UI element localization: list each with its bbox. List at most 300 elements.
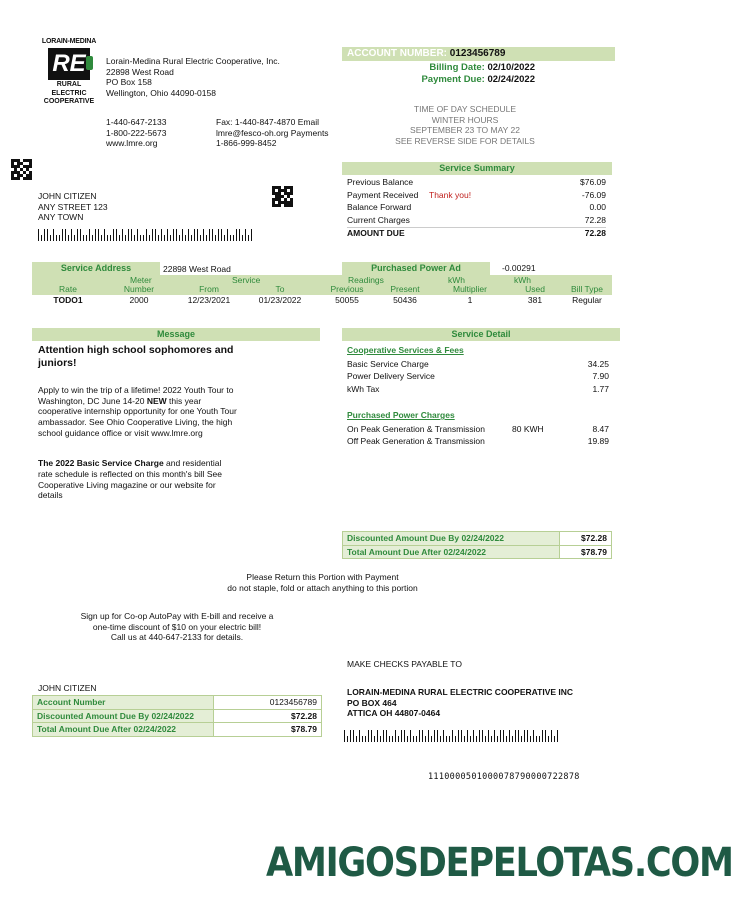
barcode-bar: [371, 730, 372, 742]
company-contacts: [216, 117, 329, 149]
summary-left: [347, 215, 429, 228]
barcode-bar: [464, 736, 465, 742]
meter-cell: 12/23/2021: [187, 295, 231, 305]
meter-col-header: Rate: [59, 284, 77, 294]
barcode-bar: [494, 730, 495, 742]
detail-qty: [512, 436, 572, 449]
detail-row: [347, 359, 609, 372]
meter-header-kwh2: kWh: [514, 275, 531, 285]
barcode-bar: [242, 235, 243, 241]
barcode-bar: [467, 730, 468, 742]
barcode-bar: [218, 229, 219, 241]
postal-barcode-top: [38, 229, 254, 241]
barcode-bar: [47, 229, 48, 241]
barcode-bar: [98, 229, 99, 241]
barcode-bar: [365, 736, 366, 742]
company-logo: [40, 38, 98, 104]
barcode-bar: [500, 730, 501, 742]
barcode-bar: [167, 229, 168, 241]
meter-cell: 1: [467, 295, 473, 305]
stub-account-value: 0123456789: [214, 696, 322, 710]
barcode-bar: [539, 736, 540, 742]
billing-date-row: [342, 62, 615, 74]
barcode-bar: [497, 736, 498, 742]
summary-value: 72.28: [584, 228, 606, 238]
barcode-bar: [119, 235, 120, 241]
return-instructions: [180, 572, 465, 593]
barcode-bar: [479, 730, 480, 742]
detail-qty: 80 KWH: [512, 423, 544, 434]
barcode-bar: [344, 730, 345, 742]
detail-row: [347, 424, 609, 437]
barcode-bar: [503, 730, 504, 742]
barcode-bar: [431, 736, 432, 742]
service-summary: [342, 162, 612, 240]
meter-col-header: Number: [123, 284, 155, 294]
meter-header-meter: Meter: [130, 275, 152, 285]
payable-line3: ATTICA OH 44807-0464: [347, 708, 441, 719]
payable-line2: PO BOX 464: [347, 697, 397, 708]
barcode-bar: [491, 736, 492, 742]
barcode-bar: [101, 235, 102, 241]
barcode-bar: [389, 736, 390, 742]
billing-date: 02/10/2022: [487, 62, 535, 73]
totals-discounted-row: [343, 532, 612, 546]
stub-after-label: Total Amount Due After 02/24/2022: [33, 723, 214, 737]
customer-town: ANY TOWN: [38, 212, 84, 223]
totals-discounted-value: $72.28: [560, 532, 612, 546]
barcode-bar: [542, 730, 543, 742]
meter-cell: 50436: [393, 295, 417, 305]
barcode-bar: [53, 229, 54, 241]
barcode-bar: [161, 229, 162, 241]
summary-row: [347, 202, 606, 215]
barcode-bar: [251, 229, 252, 241]
barcode-bar: [386, 730, 387, 742]
barcode-bar: [155, 229, 156, 241]
meter-col-header: Present: [390, 284, 420, 294]
barcode-bar: [128, 229, 129, 241]
barcode-bar: [140, 235, 141, 241]
barcode-bar: [395, 730, 396, 742]
detail-items-coop: [347, 359, 609, 397]
autopay-line3: Call us at 440-647-2133 for details.: [110, 632, 244, 643]
barcode-bar: [188, 229, 189, 241]
meter-data-row: [32, 295, 612, 306]
detail-value: 8.47: [592, 423, 609, 434]
barcode-bar: [524, 730, 525, 742]
barcode-bar: [554, 736, 555, 742]
barcode-bar: [521, 736, 522, 742]
detail-value: 7.90: [592, 371, 609, 382]
meter-header-kwh: kWh: [448, 275, 465, 285]
barcode-bar: [224, 235, 225, 241]
barcode-bar: [143, 235, 144, 241]
payment-due-label: Payment Due:: [421, 73, 485, 85]
message-para1-new: NEW: [146, 395, 167, 406]
detail-value: 1.77: [592, 383, 609, 394]
detail-label: Power Delivery Service: [347, 371, 435, 382]
stub-account-row: [33, 696, 322, 710]
barcode-bar: [368, 730, 369, 742]
barcode-bar: [44, 229, 45, 241]
barcode-bar: [89, 229, 90, 241]
barcode-bar: [248, 235, 249, 241]
barcode-bar: [536, 736, 537, 742]
barcode-bar: [437, 730, 438, 742]
ppa-label: Purchased Power Ad: [342, 262, 490, 275]
barcode-bar: [245, 229, 246, 241]
barcode-bar: [170, 235, 171, 241]
detail-label: Off Peak Generation & Transmission: [347, 436, 485, 447]
payment-due-row: [342, 74, 615, 86]
watermark: AMIGOSDEPELOTAS.COM: [266, 840, 733, 886]
totals-discounted-label: Discounted Amount Due By 02/24/2022: [343, 532, 560, 546]
meter-table: [32, 275, 612, 306]
meter-column-headers: [32, 284, 612, 295]
company-phones: [106, 117, 167, 149]
barcode-bar: [173, 229, 174, 241]
barcode-bar: [410, 730, 411, 742]
summary-label: Current Charges: [347, 214, 410, 225]
meter-col-header: Previous: [330, 284, 364, 294]
barcode-bar: [446, 736, 447, 742]
barcode-bar: [107, 235, 108, 241]
ppa-value: -0.00291: [502, 263, 536, 273]
barcode-bar: [191, 235, 192, 241]
payable-line1: LORAIN-MEDINA RURAL ELECTRIC COOPERATIVE INC: [347, 687, 574, 697]
summary-value: 72.28: [584, 214, 606, 225]
barcode-bar: [545, 730, 546, 742]
barcode-bar: [110, 235, 111, 241]
payable-address: [347, 687, 573, 719]
stub-discounted-label: Discounted Amount Due By 02/24/2022: [33, 709, 214, 723]
barcode-bar: [176, 229, 177, 241]
barcode-bar: [197, 229, 198, 241]
barcode-bar: [71, 229, 72, 241]
barcode-bar: [443, 730, 444, 742]
logo-text-bottom2: COOPERATIVE: [43, 98, 95, 106]
barcode-bar: [116, 229, 117, 241]
schedule-line2: WINTER HOURS: [431, 114, 499, 125]
autopay-promo: [60, 611, 294, 643]
barcode-bar: [413, 736, 414, 742]
barcode-bar: [518, 730, 519, 742]
account-number-bar: [342, 47, 615, 61]
detail-label: kWh Tax: [347, 383, 380, 394]
detail-section-coop: Cooperative Services & Fees: [347, 345, 464, 355]
message-para2-bold: The 2022 Basic Service Charge: [38, 458, 164, 469]
barcode-bar: [185, 235, 186, 241]
barcode-bar: [65, 229, 66, 241]
detail-row: [347, 384, 609, 397]
summary-left: [347, 202, 429, 215]
barcode-bar: [512, 736, 513, 742]
schedule-line3: SEPTEMBER 23 TO MAY 22: [410, 125, 520, 136]
barcode-bar: [557, 730, 558, 742]
stub-account-label: Account Number: [33, 696, 214, 710]
detail-label: Basic Service Charge: [347, 358, 429, 369]
detail-row: [347, 436, 609, 449]
message-body: [38, 344, 238, 501]
return-line2: do not staple, fold or attach anything to this portion: [227, 582, 418, 593]
barcode-bar: [461, 730, 462, 742]
service-detail: [347, 345, 609, 449]
detail-qty: [512, 384, 572, 397]
barcode-bar: [131, 229, 132, 241]
company-name: Lorain-Medina Rural Electric Cooperative, Inc.: [106, 56, 280, 66]
summary-row: [347, 215, 606, 228]
service-detail-title: Service Detail: [342, 328, 620, 341]
summary-note: Thank you!: [429, 189, 472, 200]
detail-qty: [512, 359, 572, 372]
meter-table-header: [32, 275, 612, 295]
barcode-bar: [398, 736, 399, 742]
company-address3: Wellington, Ohio 44090-0158: [106, 87, 216, 98]
barcode-bar: [548, 736, 549, 742]
barcode-bar: [239, 229, 240, 241]
detail-section-power: Purchased Power Charges: [347, 410, 455, 421]
message-heading: Attention high school sophomores and juniors!: [38, 344, 234, 369]
barcode-bar: [50, 235, 51, 241]
barcode-bar: [152, 229, 153, 241]
barcode-bar: [350, 730, 351, 742]
barcode-bar: [551, 730, 552, 742]
barcode-bar: [380, 736, 381, 742]
logo-text-top: LORAIN-MEDINA: [41, 38, 97, 45]
summary-row: [347, 177, 606, 190]
message-title: Message: [32, 328, 320, 341]
barcode-bar: [428, 730, 429, 742]
postal-barcode-bottom: [344, 730, 560, 742]
payment-stub: [32, 695, 322, 737]
barcode-bar: [230, 235, 231, 241]
schedule-line4: SEE REVERSE SIDE FOR DETAILS: [395, 135, 535, 146]
message-para1-a: Apply to win the trip of a lifetime! 2022 Youth Tour to Washington, DC June 14-20: [38, 385, 234, 406]
barcode-bar: [203, 229, 204, 241]
autopay-line2: one-time discount of $10 on your electric bill!: [92, 621, 262, 632]
barcode-bar: [485, 736, 486, 742]
barcode-bar: [434, 730, 435, 742]
barcode-bar: [392, 736, 393, 742]
barcode-bar: [146, 229, 147, 241]
barcode-bar: [74, 235, 75, 241]
barcode-bar: [164, 235, 165, 241]
meter-col-header: Bill Type: [571, 284, 603, 294]
summary-value: $76.09: [580, 177, 606, 187]
barcode-bar: [455, 736, 456, 742]
stub-discounted-value: $72.28: [214, 709, 322, 723]
barcode-bar: [416, 736, 417, 742]
billing-date-label: Billing Date:: [429, 62, 485, 73]
totals-after-label: Total Amount Due After 02/24/2022: [343, 545, 560, 559]
barcode-bar: [95, 229, 96, 241]
barcode-bar: [488, 730, 489, 742]
service-address: 22898 West Road: [163, 264, 231, 274]
company-phone2: 1-800-222-5673: [106, 127, 167, 138]
barcode-bar: [449, 736, 450, 742]
barcode-bar: [83, 235, 84, 241]
meter-col-header: From: [199, 284, 219, 294]
barcode-bar: [137, 229, 138, 241]
meter-cell: Regular: [572, 295, 602, 305]
barcode-bar: [482, 730, 483, 742]
meter-col-header: Multiplier: [452, 284, 487, 294]
barcode-bar: [533, 730, 534, 742]
customer-name: JOHN CITIZEN: [38, 191, 97, 201]
barcode-bar: [347, 736, 348, 742]
meter-cell: 2000: [129, 295, 149, 305]
service-summary-title: Service Summary: [342, 162, 612, 175]
barcode-bar: [509, 730, 510, 742]
barcode-bar: [353, 730, 354, 742]
summary-label: Previous Balance: [347, 177, 414, 187]
barcode-bar: [359, 730, 360, 742]
meter-cell: TODO1: [53, 295, 83, 305]
summary-value: -76.09: [581, 189, 606, 200]
barcode-bar: [86, 235, 87, 241]
barcode-bar: [227, 229, 228, 241]
company-address1: 22898 West Road: [106, 66, 174, 77]
message-paragraph1: [38, 385, 238, 438]
barcode-bar: [419, 730, 420, 742]
meter-col-header: To: [275, 284, 285, 294]
barcode-bar: [422, 730, 423, 742]
summary-left: [347, 190, 471, 203]
message-para2-rest: and residential rate schedule is reflected on this month's bill See Cooperative Living magazine or our website for details: [38, 458, 222, 501]
account-number-label: ACCOUNT NUMBER:: [347, 48, 447, 59]
barcode-bar: [476, 736, 477, 742]
barcode-bar: [41, 235, 42, 241]
barcode-bar: [62, 229, 63, 241]
company-payments-phone: 1-866-999-8452: [216, 138, 277, 149]
barcode-bar: [56, 235, 57, 241]
barcode-bar: [179, 235, 180, 241]
barcode-bar: [401, 730, 402, 742]
plug-icon: [86, 56, 93, 70]
detail-value: 34.25: [587, 358, 609, 369]
qr-code-right: [272, 186, 293, 207]
summary-left: [347, 228, 429, 240]
schedule-line1: TIME OF DAY SCHEDULE: [413, 104, 517, 114]
barcode-bar: [473, 730, 474, 742]
barcode-bar: [236, 229, 237, 241]
barcode-bar: [80, 229, 81, 241]
summary-row: [347, 227, 606, 240]
message-paragraph2: [38, 458, 238, 501]
totals-after-value: $78.79: [560, 545, 612, 559]
barcode-bar: [440, 736, 441, 742]
barcode-bar: [206, 235, 207, 241]
meter-col-header: Used: [525, 284, 545, 294]
company-address2: PO Box 158: [106, 77, 152, 88]
company-email[interactable]: lmre@fesco-oh.org Payments: [216, 127, 329, 138]
barcode-bar: [407, 736, 408, 742]
account-header: [342, 47, 615, 87]
barcode-bar: [209, 229, 210, 241]
barcode-bar: [515, 730, 516, 742]
summary-label: Balance Forward: [347, 202, 412, 212]
summary-row: [347, 190, 606, 203]
summary-value: 0.00: [589, 202, 606, 212]
stub-after-value: $78.79: [214, 723, 322, 737]
stub-name: JOHN CITIZEN: [38, 683, 97, 693]
summary-label: Payment Received: [347, 189, 419, 200]
summary-label: AMOUNT DUE: [347, 228, 405, 238]
stub-after-row: [33, 723, 322, 737]
barcode-bar: [92, 235, 93, 241]
ocr-scanline: 1110000501000078790000722878: [428, 772, 580, 782]
message-para1-b: this year cooperative internship opportunity for one Youth Tour ambassador. See Ohio Cooperative Living, the high school guidance office or visit www.lmre.org: [38, 395, 237, 438]
barcode-bar: [125, 235, 126, 241]
barcode-bar: [470, 736, 471, 742]
account-number: 0123456789: [449, 48, 506, 59]
meter-header-readings: Readings: [348, 275, 384, 285]
meter-cell: 50055: [335, 295, 359, 305]
stub-discounted-row: [33, 709, 322, 723]
meter-cell: 01/23/2022: [258, 295, 302, 305]
barcode-bar: [200, 235, 201, 241]
barcode-bar: [374, 736, 375, 742]
barcode-bar: [38, 229, 39, 241]
return-line1: Please Return this Portion with Payment: [246, 572, 399, 582]
barcode-bar: [458, 730, 459, 742]
barcode-bar: [362, 736, 363, 742]
barcode-bar: [377, 730, 378, 742]
barcode-bar: [215, 235, 216, 241]
barcode-bar: [452, 730, 453, 742]
barcode-bar: [59, 235, 60, 241]
company-address: [106, 56, 280, 99]
detail-row: [347, 371, 609, 384]
service-summary-rows: [342, 175, 612, 240]
barcode-bar: [149, 235, 150, 241]
detail-label: On Peak Generation & Transmission: [347, 423, 485, 434]
payable-label: MAKE CHECKS PAYABLE TO: [347, 659, 462, 669]
company-phone1: 1-440-647-2133: [106, 117, 167, 127]
barcode-bar: [68, 235, 69, 241]
barcode-bar: [425, 736, 426, 742]
barcode-bar: [383, 730, 384, 742]
meter-cell: 381: [527, 295, 543, 305]
barcode-bar: [194, 229, 195, 241]
summary-left: [347, 177, 429, 190]
payment-due: 02/24/2022: [487, 73, 535, 85]
autopay-line1: Sign up for Co-op AutoPay with E-bill and receive a: [80, 611, 274, 621]
barcode-bar: [134, 235, 135, 241]
barcode-bar: [233, 235, 234, 241]
company-fax: Fax: 1-440-847-4870 Email: [216, 117, 320, 127]
meter-header-service: Service: [232, 275, 261, 285]
barcode-bar: [404, 730, 405, 742]
customer-street: ANY STREET 123: [38, 201, 108, 212]
barcode-bar: [77, 229, 78, 241]
barcode-bar: [113, 229, 114, 241]
service-address-label: Service Address: [32, 262, 160, 275]
logo-text-bottom1: RURAL ELECTRIC: [51, 80, 87, 97]
totals-after-row: [343, 545, 612, 559]
company-website[interactable]: www.lmre.org: [106, 138, 158, 149]
time-of-day-schedule: [370, 104, 560, 147]
barcode-bar: [104, 229, 105, 241]
barcode-bar: [158, 235, 159, 241]
customer-address: [38, 191, 108, 223]
totals-box: [342, 531, 612, 559]
barcode-bar: [506, 736, 507, 742]
detail-items-power: [347, 424, 609, 449]
barcode-bar: [221, 229, 222, 241]
logo-mark-text: RE: [52, 49, 86, 77]
